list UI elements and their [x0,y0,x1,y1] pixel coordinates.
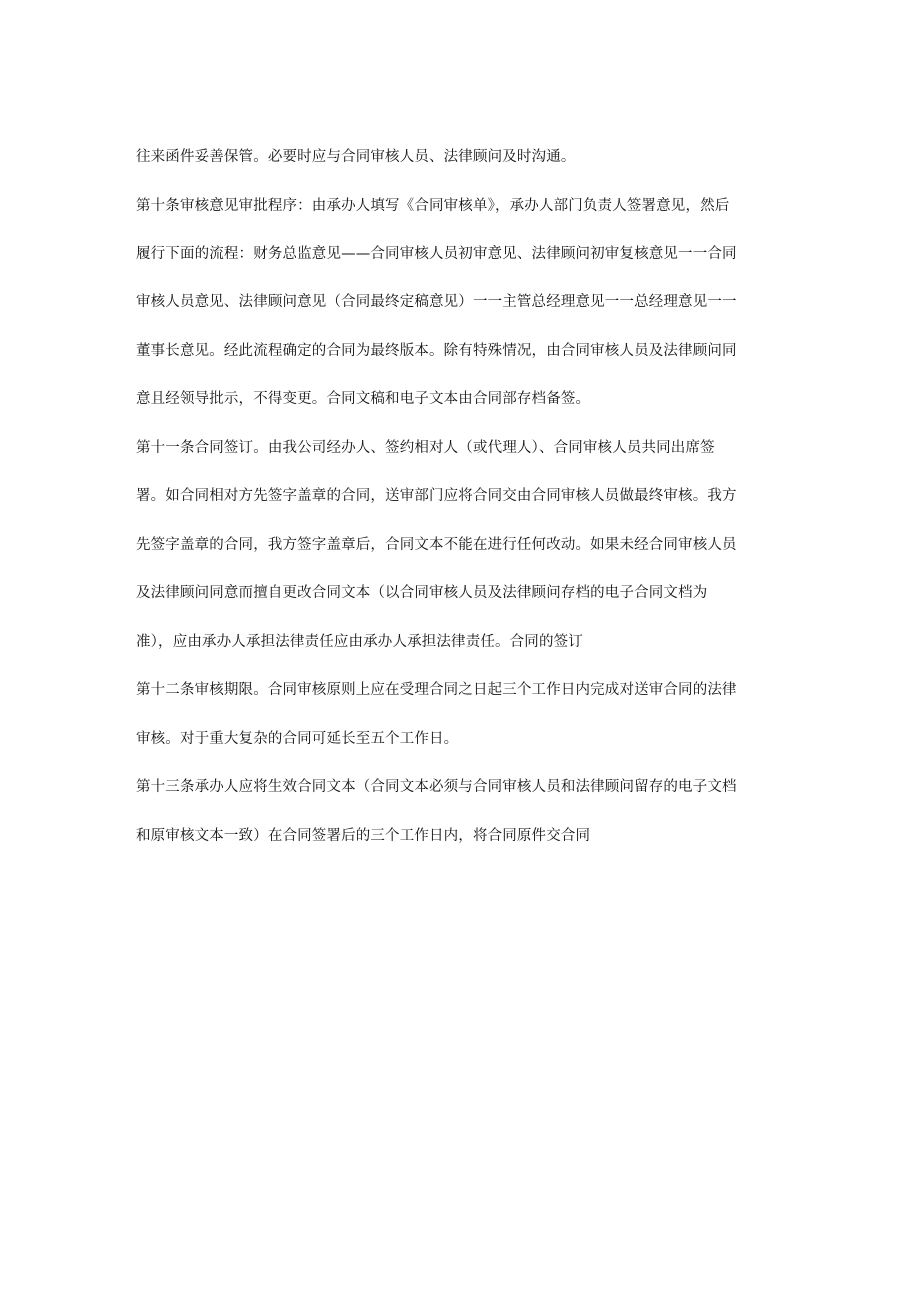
text-line: 第十条审核意见审批程序：由承办人填写《合同审核单》，承办人部门负责人签署意见，然后 [136,198,730,214]
text-line: 第十一条合同签订。由我公司经办人、签约相对人（或代理人）、合同审核人员共同出席签 [136,440,715,456]
text-line: 意且经领导批示，不得变更。合同文稿和电子文本由合同部存档备签。 [136,391,591,407]
text-line: 审核。对于重大复杂的合同可延长至五个工作日。 [136,731,459,747]
text-line: 审核人员意见、法律顾问意见（合同最终定稿意见）一一主管总经理意见一一总经理意见一一 [136,294,737,310]
text-line: 署。如合同相对方先签字盖章的合同，送审部门应将合同交由合同审核人员做最终审核。我方 [136,488,737,504]
text-line: 第十三条承办人应将生效合同文本（合同文本必须与合同审核人员和法律顾问留存的电子文档 [136,779,737,795]
text-line: 先签字盖章的合同，我方签字盖章后，合同文本不能在进行任何改动。如果未经合同审核人员 [136,537,737,553]
text-line: 和原审核文本一致）在合同签署后的三个工作日内，将合同原件交合同 [136,828,591,844]
text-line: 往来函件妥善保管。必要时应与合同审核人员、法律顾问及时沟通。 [136,149,576,165]
text-line: 董事长意见。经此流程确定的合同为最终版本。除有特殊情况，由合同审核人员及法律顾问同 [136,343,737,359]
text-line: 及法律顾问同意而擅自更改合同文本（以合同审核人员及法律顾问存档的电子合同文档为 [136,585,708,601]
text-line: 履行下面的流程：财务总监意见——合同审核人员初审意见、法律顾问初审复核意见一一合同 [136,246,737,262]
text-line: 准），应由承办人承担法律责任应由承办人承担法律责任。合同的签订 [136,634,583,650]
text-line: 第十二条审核期限。合同审核原则上应在受理合同之日起三个工作日内完成对送审合同的法律 [136,682,737,698]
